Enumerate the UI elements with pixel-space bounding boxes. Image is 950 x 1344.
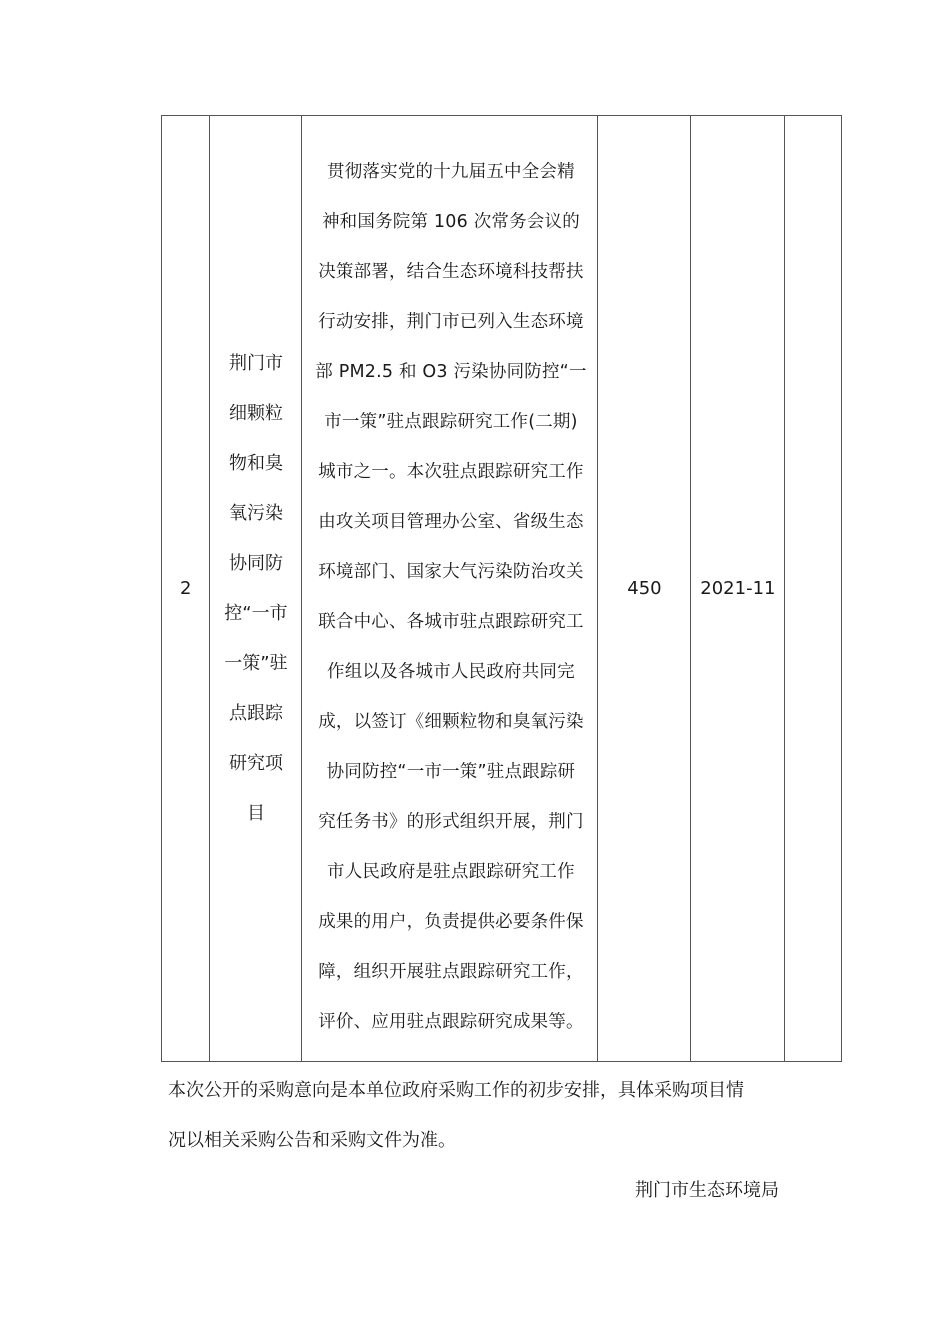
- project-name-line: 氧污染: [228, 502, 283, 524]
- description-line: 行动安排，荆门市已列入生态环境: [318, 312, 584, 332]
- description-line: 作组以及各城市人民政府共同完: [327, 662, 575, 682]
- project-name-line: 协同防: [228, 552, 283, 574]
- description-line: 评价、应用驻点跟踪研究成果等。: [318, 1012, 584, 1032]
- table-row: [162, 116, 842, 1062]
- description-line: 障，组织开展驻点跟踪研究工作，: [318, 962, 584, 982]
- project-name-line: 物和臭: [228, 452, 283, 474]
- footer-note-line: 况以相关采购公告和采购文件为准。: [168, 1130, 456, 1151]
- project-name-line: 一策”驻: [224, 652, 288, 674]
- description-line: 神和国务院第 106 次常务会议的: [321, 212, 580, 232]
- project-name: [210, 339, 301, 839]
- budget-cell: [598, 116, 691, 1062]
- description-line: 决策部署，结合生态环境科技帮扶: [318, 262, 584, 282]
- description-line: 究任务书》的形式组织开展，荆门: [318, 812, 584, 832]
- expected-time-cell: [691, 116, 785, 1062]
- budget-value: 450: [627, 578, 662, 599]
- description-line: 市人民政府是驻点跟踪研究工作: [327, 862, 575, 882]
- description-line: 市一策”驻点跟踪研究工作(二期): [324, 412, 578, 432]
- procurement-intent-table: [161, 115, 842, 1062]
- remark-cell: [785, 116, 842, 1062]
- project-name-cell: [210, 116, 302, 1062]
- description-line: 贯彻落实党的十九届五中全会精: [327, 162, 575, 182]
- seq-cell: [162, 116, 210, 1062]
- project-name-line: 细颗粒: [228, 402, 283, 424]
- description-line: 由攻关项目管理办公室、省级生态: [318, 512, 584, 532]
- seq-value: 2: [180, 578, 192, 599]
- description-line: 成，以签订《细颗粒物和臭氧污染: [318, 712, 584, 732]
- description-line: 联合中心、各城市驻点跟踪研究工: [318, 612, 584, 632]
- description-line: 协同防控“一市一策”驻点跟踪研: [326, 762, 576, 782]
- project-description: [302, 123, 597, 1054]
- issuer-signature: 荆门市生态环境局: [635, 1180, 779, 1201]
- footer-note-line: 本次公开的采购意向是本单位政府采购工作的初步安排，具体采购项目情: [168, 1080, 744, 1101]
- project-name-line: 荆门市: [228, 352, 283, 374]
- description-line: 成果的用户，负责提供必要条件保: [318, 912, 584, 932]
- description-line: 部 PM2.5 和 O3 污染协同防控“一: [315, 362, 587, 382]
- project-name-line: 研究项: [228, 752, 283, 774]
- description-line: 环境部门、国家大气污染防治攻关: [318, 562, 584, 582]
- project-name-line: 点跟踪: [228, 702, 283, 724]
- project-name-line: 目: [246, 802, 265, 824]
- expected-time-value: 2021-11: [700, 578, 776, 599]
- project-name-line: 控“一市: [224, 602, 288, 624]
- description-line: 城市之一。本次驻点跟踪研究工作: [318, 462, 584, 482]
- project-description-cell: [302, 116, 598, 1062]
